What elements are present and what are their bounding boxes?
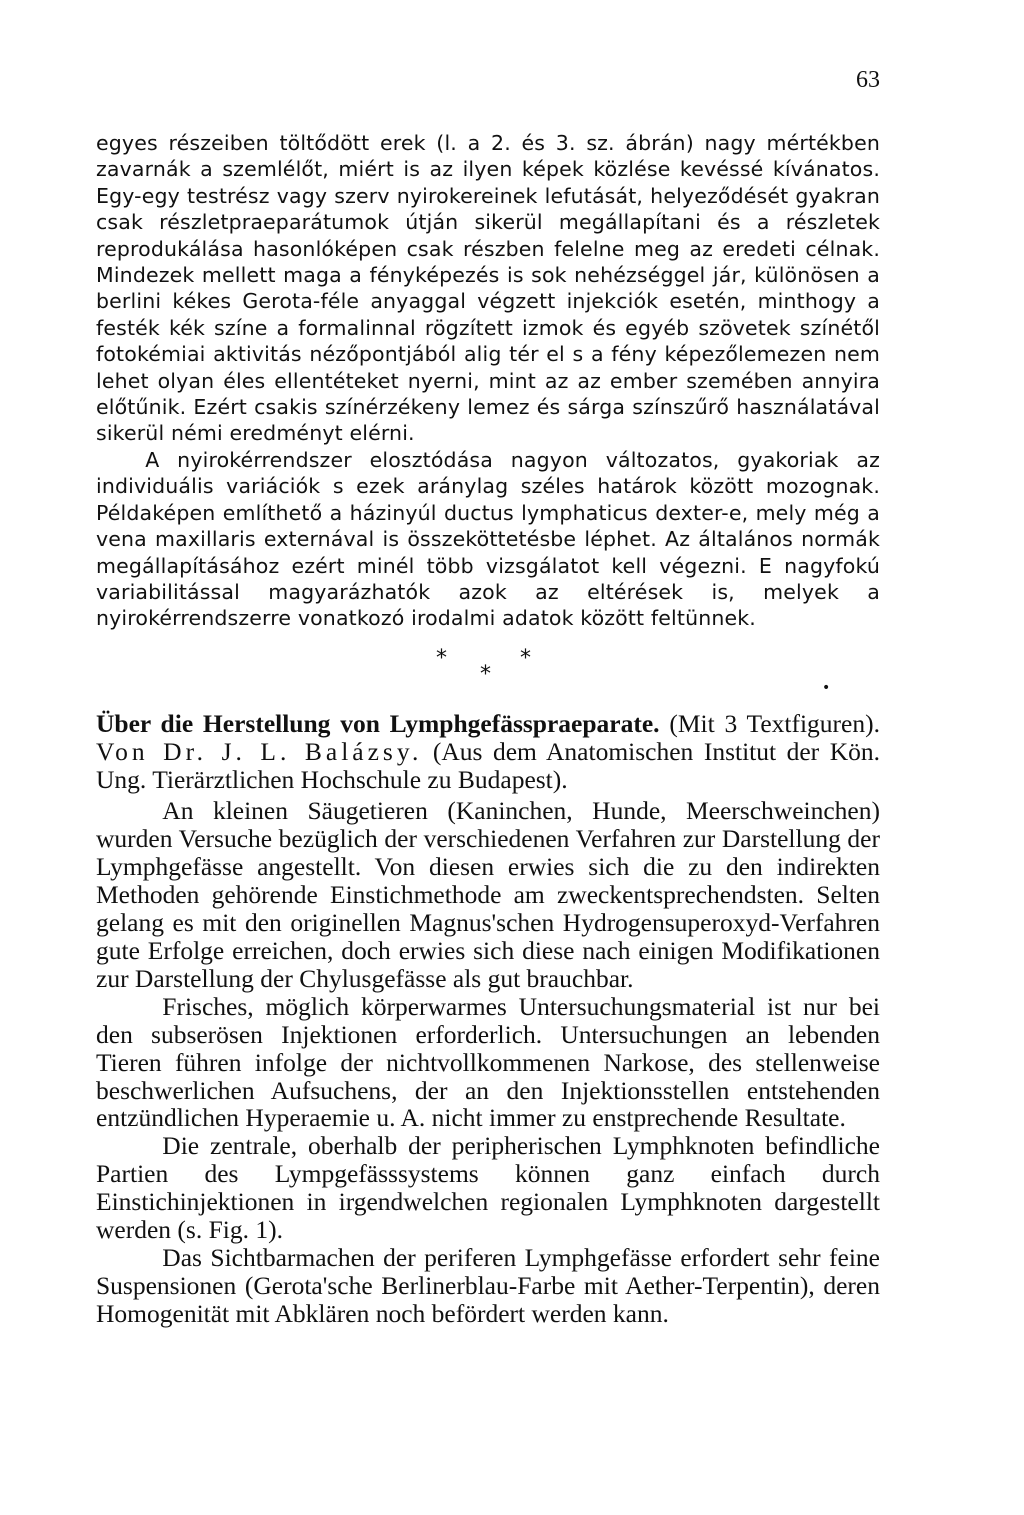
page-number: 63 — [856, 67, 880, 93]
paragraph: An kleinen Säugetieren (Kaninchen, Hunde, Meerschweinchen) wurden Versuche bezüglich der verschiedenen Verfahren zur Darstellung der Lymphgefässe angestellt. Von diesen erwies sich die zu den indirekten Methoden gehörende Einstichmethode am zweckentsprechendsten. Selten gelang es mit den originellen Magnus'schen Hydrogensuperoxyd-Verfahren gute Erfolge erreichen, doch erwies sich diese nach einigen Modifikationen zur Darstellung der Chylusgefässe als gut brauchbar. — [96, 796, 880, 993]
separator-dot: • — [822, 679, 831, 696]
article-heading — [96, 710, 880, 794]
paragraph: egyes részeiben töltődött erek (l. a 2. és 3. sz. ábrán) nagy mértékben zavarnák a szemlélőt, miért is az ilyen képek közlése kevéssé kívánatos. Egy-egy testrész vagy szerv nyirokereinek lefutását, helyeződését gyakran csak részletpraeparátumok útján sikerül megállapítani és a részletek reprodukálása hasonlóképen csak részben felelne meg az eredeti célnak. Mindezek mellett maga a fényképezés is sok nehézséggel jár, különösen a berlini kékes Gerota-féle anyaggal végzett injekciók esetén, minthogy a festék kék színe a formalinnal rögzített izmok és egyéb szövetek színétől fotokémiai aktivitás nézőpontjából alig tér el s a fény képezőlemezen nem lehet olyan éles ellentéteket nyerni, mint az az ember szemében annyira előtűnik. Ezért csakis színérzékeny lemez és sárga színszűrő használatával sikerül némi eredményt elérni. — [96, 131, 880, 446]
separator-star: * — [520, 645, 531, 671]
paragraph: Frisches, möglich körperwarmes Untersuchungsmaterial ist nur bei den subserösen Injektionen erforderlich. Untersuchungen an lebenden Tieren führen infolge der nichtvollkommenen Narkose, des stellenweise beschwerlichen Aufsuchens, der an den Injektionsstellen entstehenden entzündlichen Hyperaemie u. A. nicht immer zu enstprechende Resultate. — [96, 991, 880, 1133]
hungarian-section — [96, 130, 880, 632]
separator-star: * — [436, 645, 447, 671]
article-author: Von Dr. J. L. Balázsy. — [96, 736, 423, 766]
paragraph: Die zentrale, oberhalb der peripherischen Lymphknoten befindliche Partien des Lympgefässsystems können ganz einfach durch Einstichinjektionen in irgendwelchen regionalen Lymphknoten dargestellt werden (s. Fig. 1). — [96, 1131, 880, 1245]
separator-star: * — [480, 661, 491, 687]
article-title: Über die Herstellung von Lymphgefässpraeparate. — [96, 708, 660, 738]
german-section — [96, 710, 880, 1328]
article-figures-note: (Mit 3 Textfiguren). — [659, 708, 880, 738]
paragraph: Das Sichtbarmachen der periferen Lymphgefässe erfordert sehr feine Suspensionen (Gerota'sche Berlinerblau-Farbe mit Aether-Terpentin), deren Homogenität mit Abklären noch befördert werden kann. — [96, 1242, 880, 1328]
paragraph: A nyirokérrendszer elosztódása nagyon változatos, gyakoriak az individuális variációk s ezek aránylag széles határok között mozognak. Példaképen említhető a házinyúl ductus lymphaticus dexter-e, mely még a vena maxillaris externával is összeköttetésbe léphet. Az általános normák megállapításához ezért minél több vizsgálatot kell végezni. E nagyfokú variabilitással magyarázhatók azok az eltérések is, melyek a nyirokérrendszerre vonatkozó irodalmi adatok között feltünnek. — [96, 447, 880, 631]
article-affiliation: (Aus dem Anatomischen Institut der Kön. Ung. Tierärztlichen Hochschule zu Budapest). — [96, 736, 880, 794]
document-page — [96, 68, 880, 1328]
section-separator — [96, 640, 880, 704]
